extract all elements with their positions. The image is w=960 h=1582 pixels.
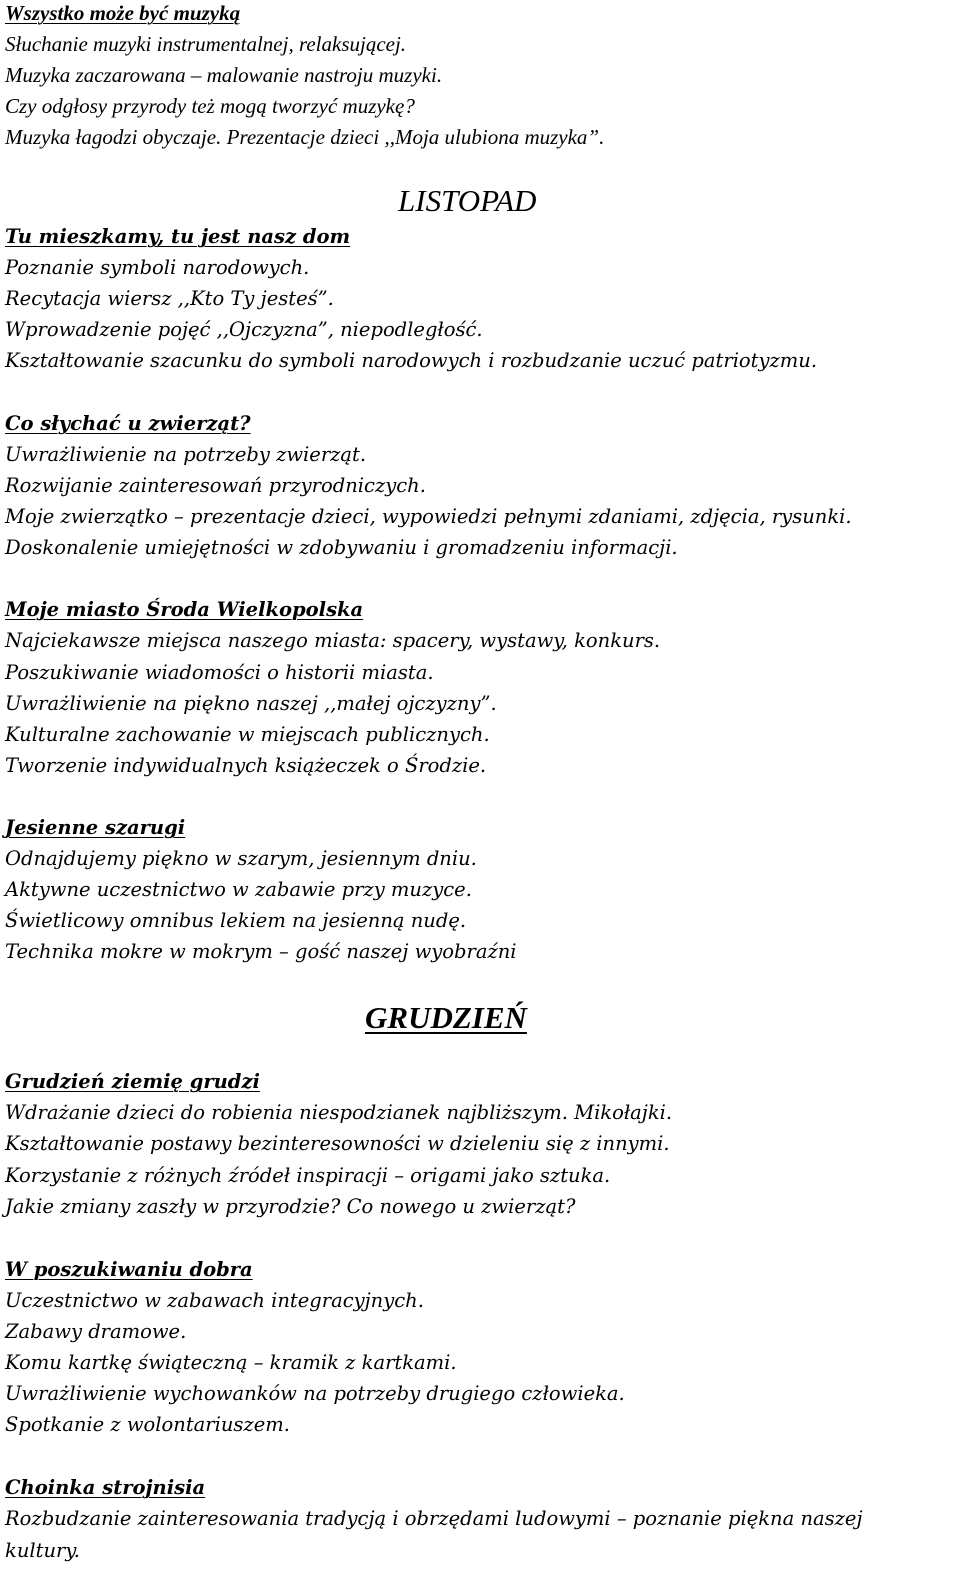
section-line: Najciekawsze miejsca naszego miasta: spacery, wystawy, konkurs.	[5, 629, 661, 652]
section-line: Uwrażliwienie wychowanków na potrzeby drugiego człowieka.	[5, 1382, 625, 1405]
section-line: Komu kartkę świąteczną – kramik z kartkami.	[5, 1351, 457, 1374]
section-heading: W poszukiwaniu dobra	[5, 1258, 253, 1281]
section-line: Doskonalenie umiejętności w zdobywaniu i gromadzeniu informacji.	[5, 536, 678, 559]
section-line: Tworzenie indywidualnych książeczek o Środzie.	[5, 754, 487, 777]
section-line: Uwrażliwienie na potrzeby zwierząt.	[5, 443, 367, 466]
section-heading: Tu mieszkamy, tu jest nasz dom	[5, 225, 351, 248]
section-line: Spotkanie z wolontariuszem.	[5, 1413, 290, 1436]
section-heading: Wszystko może być muzyką	[5, 1, 241, 25]
section-heading: Moje miasto Środa Wielkopolska	[5, 598, 364, 621]
section-line: kultury.	[5, 1539, 80, 1562]
section-line: Poszukiwanie wiadomości o historii miasta.	[5, 661, 434, 684]
section-line: Moje zwierzątko – prezentacje dzieci, wypowiedzi pełnymi zdaniami, zdjęcia, rysunki.	[5, 505, 852, 528]
section-heading: Grudzień ziemię grudzi	[5, 1070, 260, 1093]
section-line: Poznanie symboli narodowych.	[5, 256, 310, 279]
section-line: Czy odgłosy przyrody też mogą tworzyć muzykę?	[5, 94, 415, 118]
section-line: Muzyka łagodzi obyczaje. Prezentacje dzieci ,,Moja ulubiona muzyka”.	[5, 125, 605, 149]
section-line: Kształtowanie postawy bezinteresowności w dzieleniu się z innymi.	[5, 1132, 670, 1155]
section-heading: Jesienne szarugi	[5, 816, 186, 839]
section-line: Odnajdujemy piękno w szarym, jesiennym dniu.	[5, 847, 477, 870]
section-line: Słuchanie muzyki instrumentalnej, relaksującej.	[5, 32, 407, 56]
section-heading: Choinka strojnisia	[5, 1476, 206, 1499]
section-line: Muzyka zaczarowana – malowanie nastroju muzyki.	[5, 63, 443, 87]
section-line: Uwrażliwienie na piękno naszej ,,małej ojczyzny”.	[5, 692, 497, 715]
section-line: Uczestnictwo w zabawach integracyjnych.	[5, 1289, 424, 1312]
section-line: Kulturalne zachowanie w miejscach publicznych.	[5, 723, 490, 746]
section-line: Wdrażanie dzieci do robienia niespodzianek najbliższym. Mikołajki.	[5, 1101, 673, 1124]
section-heading: Co słychać u zwierząt?	[5, 412, 251, 435]
section-line: Korzystanie z różnych źródeł inspiracji – origami jako sztuka.	[5, 1164, 611, 1187]
section-line: Jakie zmiany zaszły w przyrodzie? Co nowego u zwierząt?	[5, 1195, 576, 1218]
month-title: GRUDZIEŃ	[365, 1000, 527, 1035]
section-line: Wprowadzenie pojęć ,,Ojczyzna”, niepodległość.	[5, 318, 483, 341]
section-line: Rozbudzanie zainteresowania tradycją i obrzędami ludowymi – poznanie piękna naszej	[5, 1507, 863, 1530]
section-line: Zabawy dramowe.	[5, 1320, 187, 1343]
section-line: Rozwijanie zainteresowań przyrodniczych.	[5, 474, 426, 497]
section-line: Technika mokre w mokrym – gość naszej wyobraźni	[5, 940, 517, 963]
section-line: Kształtowanie szacunku do symboli narodowych i rozbudzanie uczuć patriotyzmu.	[5, 349, 818, 372]
month-title: LISTOPAD	[398, 183, 537, 218]
section-line: Świetlicowy omnibus lekiem na jesienną nudę.	[5, 909, 467, 932]
section-line: Aktywne uczestnictwo w zabawie przy muzyce.	[5, 878, 472, 901]
section-line: Recytacja wiersz ,,Kto Ty jesteś”.	[5, 287, 334, 310]
